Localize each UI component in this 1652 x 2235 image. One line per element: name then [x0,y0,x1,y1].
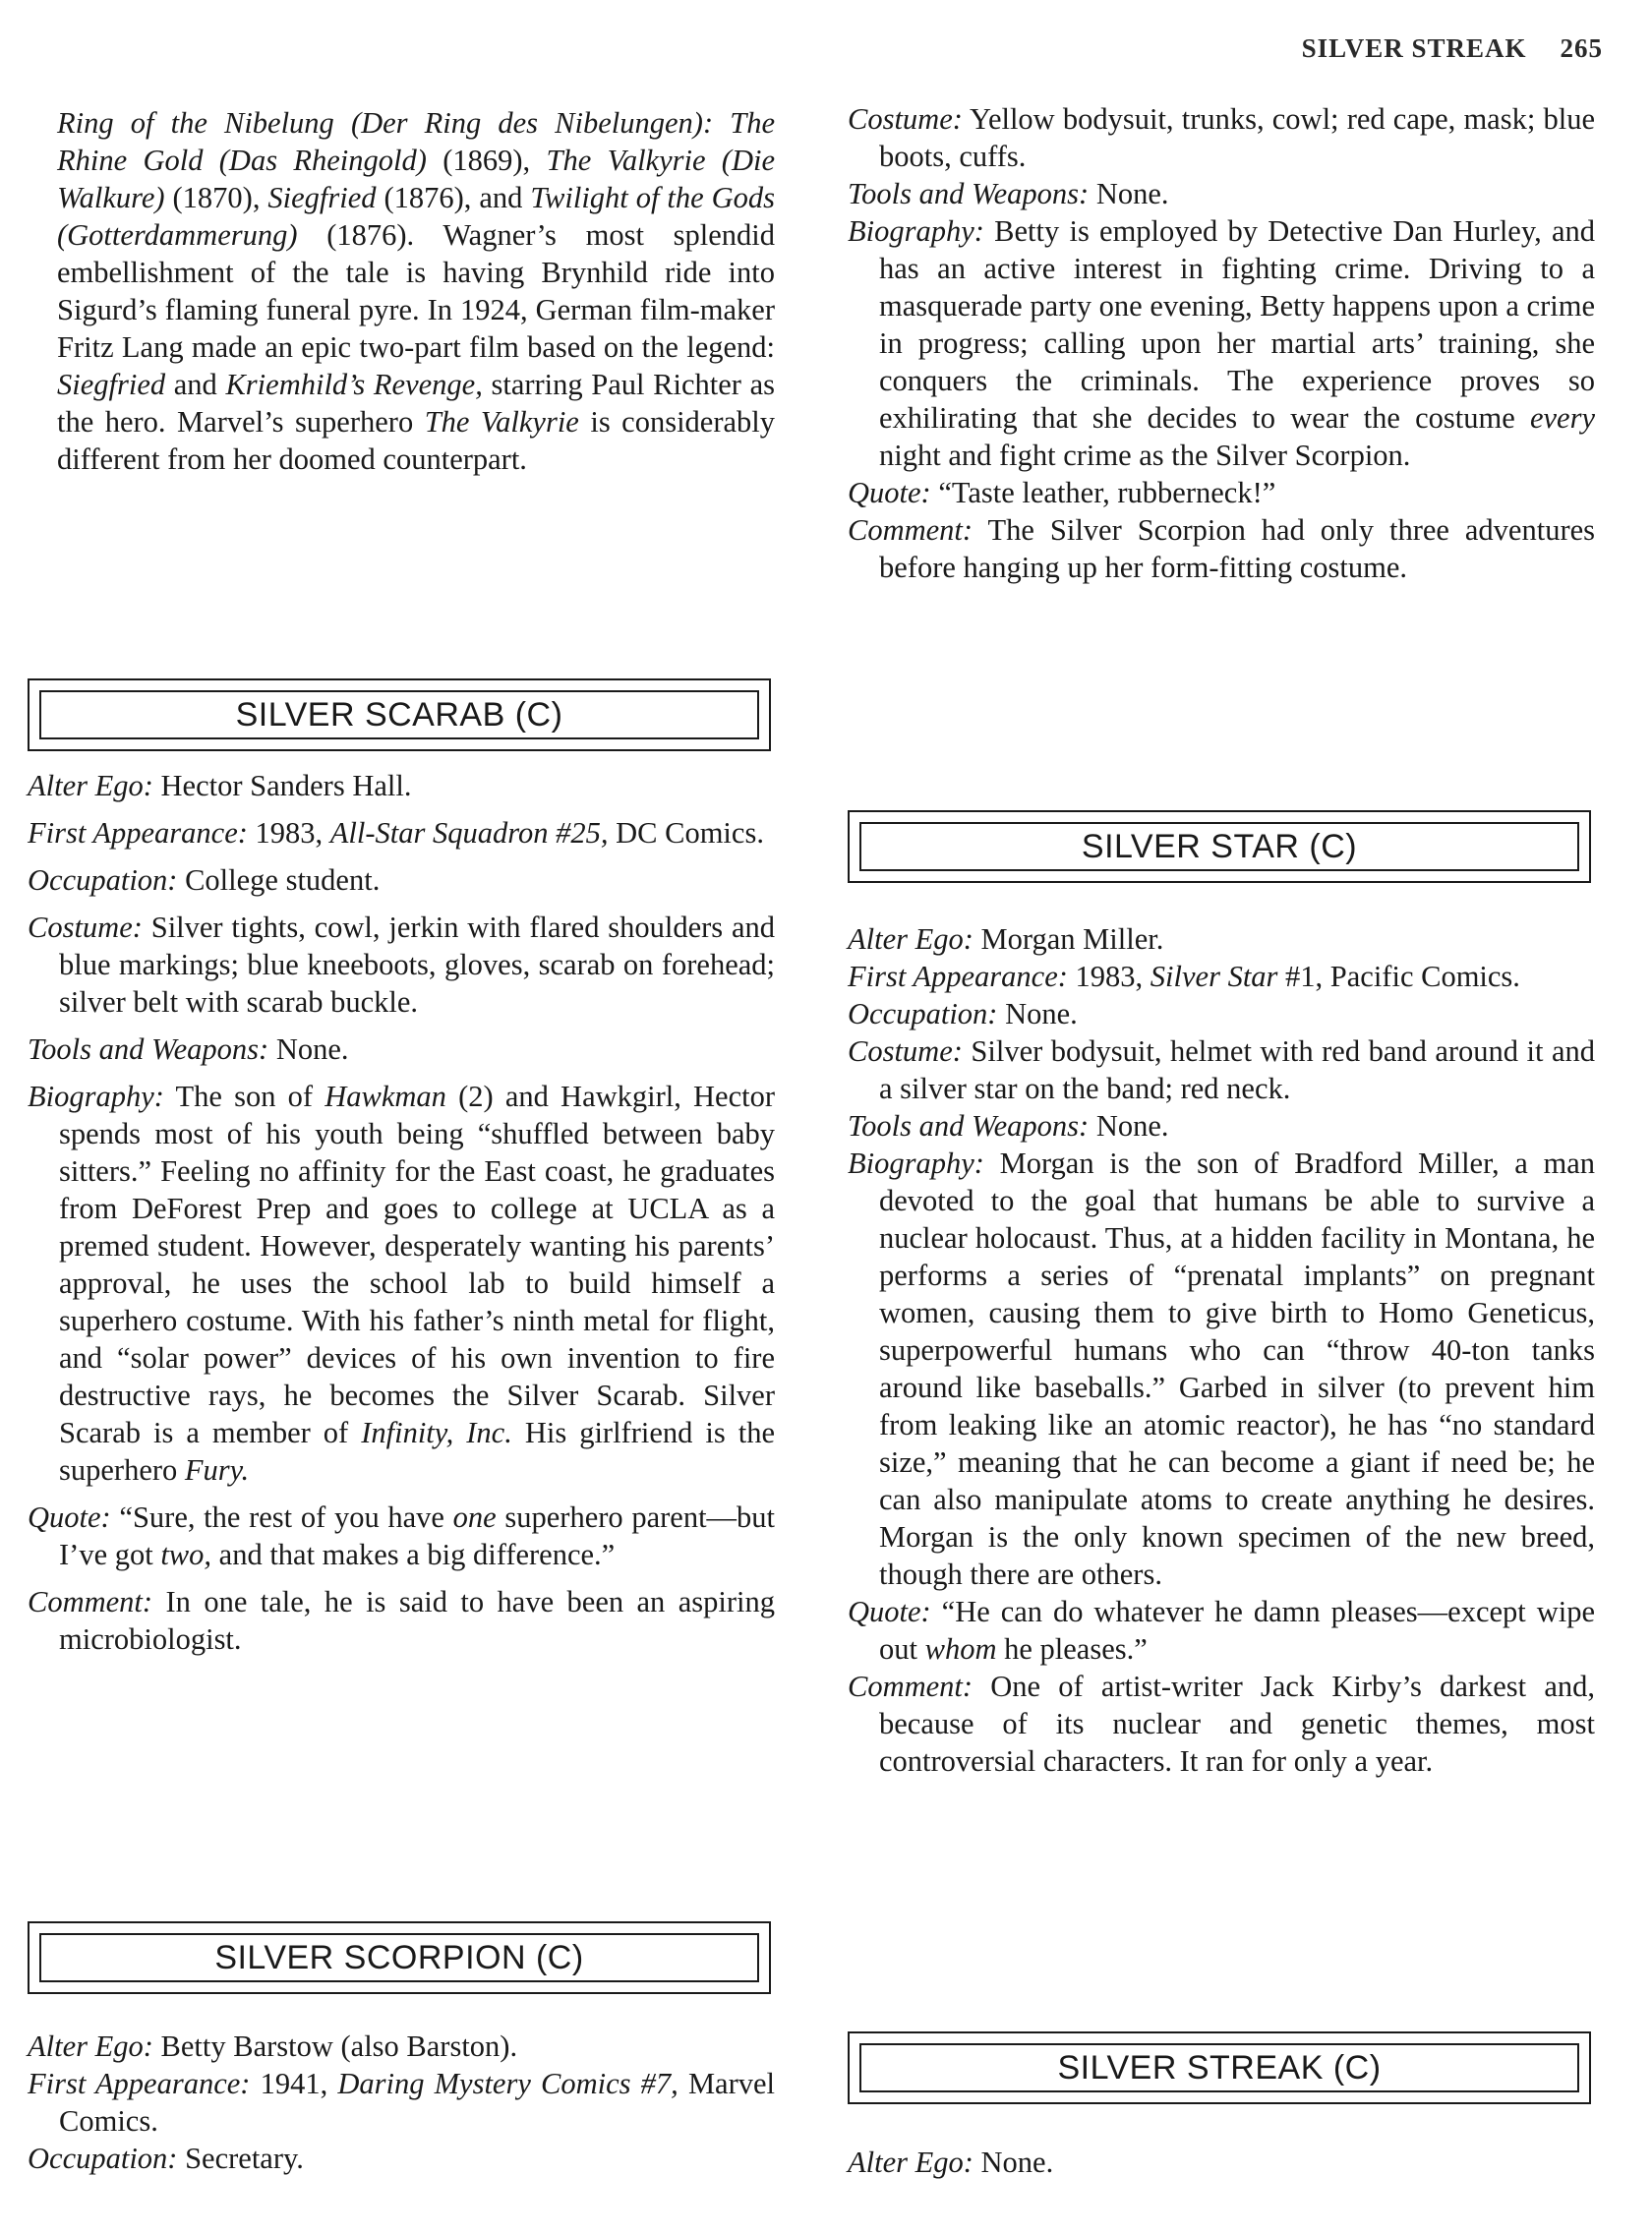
label: First Appearance: [28,816,248,850]
scarab-costume [28,909,775,1021]
intro-text-15: is considerably different from her doomed counterpart. [57,405,775,476]
value-italic: Hawkman [324,1080,446,1113]
value-title: Daring Mystery Comics #7, [337,2067,678,2100]
value: In one tale, he is said to have been an aspiring microbiologist. [59,1585,775,1656]
label: Quote: [28,1500,111,1534]
value: “He can do whatever he damn pleases—except wipe out [879,1595,1595,1666]
value-publisher: Marvel Comics. [59,2067,776,2138]
value: “Taste leather, rubberneck!” [938,476,1276,509]
value-italic: one [452,1500,497,1534]
scorpion-costume [848,100,1595,175]
scorpion-biography [848,212,1595,474]
intro-text-13: starring Paul Richter as the hero. Marvel’s superhero [57,368,775,439]
scarab-tools [28,1030,775,1068]
running-head-title: SILVER STREAK [1301,33,1527,63]
value: “Sure, the rest of you have [119,1500,453,1534]
intro-italic-4: The Valkyrie (Die Walkure) [57,144,776,214]
value-publisher: #1, Pacific Comics. [1277,960,1520,993]
label: Biography: [28,1080,164,1113]
value: None. [275,1032,349,1066]
label: Comment: [848,513,974,547]
label: Costume: [28,911,143,944]
value: None. [980,2146,1054,2179]
intro-italic-1: Ring of the Nibelung (Der Ring des Nibelungen): [57,106,714,140]
label: Alter Ego: [28,2029,153,2063]
silver-star-heading: SILVER STAR (C) [859,822,1579,871]
intro-italic-12: Kriemhild’s Revenge, [225,368,483,401]
value: Hector Sanders Hall. [160,769,412,802]
value: One of artist-writer Jack Kirby’s darkest and, because of its nuclear and genetic themes, most controversial characters. It ran for only a year. [879,1670,1595,1778]
silver-scorpion-heading: SILVER SCORPION (C) [39,1933,759,1982]
star-quote [848,1593,1595,1668]
value: College student. [185,863,381,897]
value-italic: two, [160,1538,212,1571]
scarab-quote [28,1499,775,1573]
star-alter-ego [848,920,1595,958]
value-title: Silver Star [1150,960,1278,993]
silver-scorpion-heading-box [28,1921,771,1994]
value: Morgan Miller. [980,922,1164,956]
scorpion-tools [848,175,1595,212]
label: Occupation: [848,997,998,1030]
value: None. [1005,997,1078,1030]
value: 1983, [1075,960,1150,993]
label: Occupation: [28,863,178,897]
scorpion-alter-ego [28,2028,775,2065]
scorpion-occupation [28,2140,775,2177]
value-italic: Infinity, Inc. [361,1416,512,1449]
label: Alter Ego: [848,922,974,956]
star-occupation [848,995,1595,1032]
value: The son of [175,1080,325,1113]
intro-italic-6: Siegfried [267,181,377,214]
label: First Appearance: [28,2067,251,2100]
value: None. [1095,1109,1169,1143]
silver-star-entry [848,920,1595,1780]
value: he pleases.” [996,1632,1148,1666]
label: Alter Ego: [848,2146,974,2179]
scarab-comment [28,1583,775,1658]
star-tools [848,1107,1595,1145]
label: Biography: [848,1147,984,1180]
value: Betty is employed by Detective Dan Hurley, and has an active interest in fighting crime. Driving to a masquerade party one evening, Betty happens upon a crime in progress; calling upon her martial arts’ training, she conquers the criminals. The experience proves so exhilirating that she decides to wear the costume [879,214,1595,435]
scorpion-first-appearance [28,2065,775,2140]
running-head [1302,33,1603,64]
label: Comment: [28,1585,153,1618]
intro-italic-2: The Rhine Gold (Das Rheingold) [57,106,776,177]
value-publisher: DC Comics. [608,816,764,850]
label: Tools and Weapons: [848,1109,1090,1143]
intro-text [28,104,775,478]
intro-italic-14: The Valkyrie [424,405,579,439]
star-costume [848,1032,1595,1107]
label: Tools and Weapons: [848,177,1090,210]
scorpion-quote [848,474,1595,511]
value: Yellow bodysuit, trunks, cowl; red cape, mask; blue boots, cuffs. [879,102,1595,173]
scarab-occupation [28,861,775,899]
value: None. [1095,177,1169,210]
label: Costume: [848,102,963,136]
scarab-first-appearance [28,814,775,852]
streak-alter-ego [848,2144,1595,2181]
silver-star-heading-box [848,810,1591,883]
intro-text-5: (1870), [164,181,268,214]
page-number: 265 [1560,33,1603,63]
star-comment [848,1668,1595,1780]
intro-italic-10: Siegfried [57,368,166,401]
silver-streak-heading-box [848,2031,1591,2104]
label: First Appearance: [848,960,1068,993]
intro-text-7: (1876), and [376,181,531,214]
intro-italic-8: Twilight of the Gods (Gotterdammerung) [57,181,775,252]
value: (2) and Hawkgirl, Hector spends most of his youth being “shuffled between baby sitters.” Feeling no affinity for the East coast, he graduates from DeForest Prep and goes to college at UCLA as a premed student. However, desperately wanting his parents’ approval, he uses the school lab to build himself a superhero costume. With his father’s ninth metal for flight, and “solar power” devices of his own invention to fire destructive rays, he becomes the Silver Scarab. Silver Scarab is a member of [59,1080,776,1449]
star-biography [848,1145,1595,1593]
label: Biography: [848,214,984,248]
value: His girlfriend is the superhero [59,1416,775,1487]
value: The Silver Scorpion had only three adventures before hanging up her form-fitting costume. [879,513,1596,584]
star-first-appearance [848,958,1595,995]
label: Quote: [848,476,931,509]
label: Tools and Weapons: [28,1032,269,1066]
silver-scorpion-entry-part2 [848,100,1595,586]
value: superhero parent—but I’ve got [59,1500,776,1571]
scorpion-comment [848,511,1595,586]
value: Silver tights, cowl, jerkin with flared shoulders and blue markings; blue kneeboots, gloves, scarab on forehead; silver belt with scarab buckle. [59,911,775,1019]
value: Morgan is the son of Bradford Miller, a man devoted to the goal that humans be able to survive a nuclear holocaust. Thus, at a hidden facility in Montana, he performs a series of “prenatal implants” on pregnant women, causing them to give birth to Homo Geneticus, superpowerful humans who can “throw 40-ton tanks around like baseballs.” Garbed in silver (to prevent him from leaking like an atomic reactor), he has “no standard size,” meaning that he can become a giant if need be; he can also manipulate atoms to create anything he desires. Morgan is the only known specimen of the new breed, though there are others. [879,1147,1595,1591]
silver-scarab-heading: SILVER SCARAB (C) [39,690,759,739]
value: 1941, [260,2067,338,2100]
label: Alter Ego: [28,769,153,802]
value: night and fight crime as the Silver Scorpion. [879,439,1411,472]
scarab-alter-ego [28,767,775,804]
intro-text-3: (1869), [426,144,547,177]
intro-paragraph [28,104,775,478]
intro-text-9: (1876). Wagner’s most splendid embellishment of the tale is having Brynhild ride into Sigurd’s flaming funeral pyre. In 1924, German film-maker Fritz Lang made an epic two-part film based on the legend: [57,218,775,364]
value: Silver bodysuit, helmet with red band around it and a silver star on the band; red neck. [879,1034,1596,1105]
value: 1983, [255,816,330,850]
value-title: All-Star Squadron #25, [329,816,609,850]
value-italic: whom [924,1632,997,1666]
label: Costume: [848,1034,963,1068]
value: and that makes a big difference.” [211,1538,616,1571]
scarab-biography [28,1078,775,1489]
silver-scarab-heading-box [28,678,771,751]
value: Betty Barstow (also Barston). [160,2029,518,2063]
silver-scorpion-entry-part1 [28,2028,775,2177]
label: Quote: [848,1595,931,1628]
label: Occupation: [28,2142,178,2175]
silver-streak-heading: SILVER STREAK (C) [859,2043,1579,2092]
label: Comment: [848,1670,974,1703]
silver-streak-entry [848,2144,1595,2181]
silver-scarab-entry [28,767,775,1668]
value-italic: every [1529,401,1595,435]
intro-text-11: and [165,368,226,401]
value-italic: Fury. [184,1453,250,1487]
value: Secretary. [185,2142,304,2175]
